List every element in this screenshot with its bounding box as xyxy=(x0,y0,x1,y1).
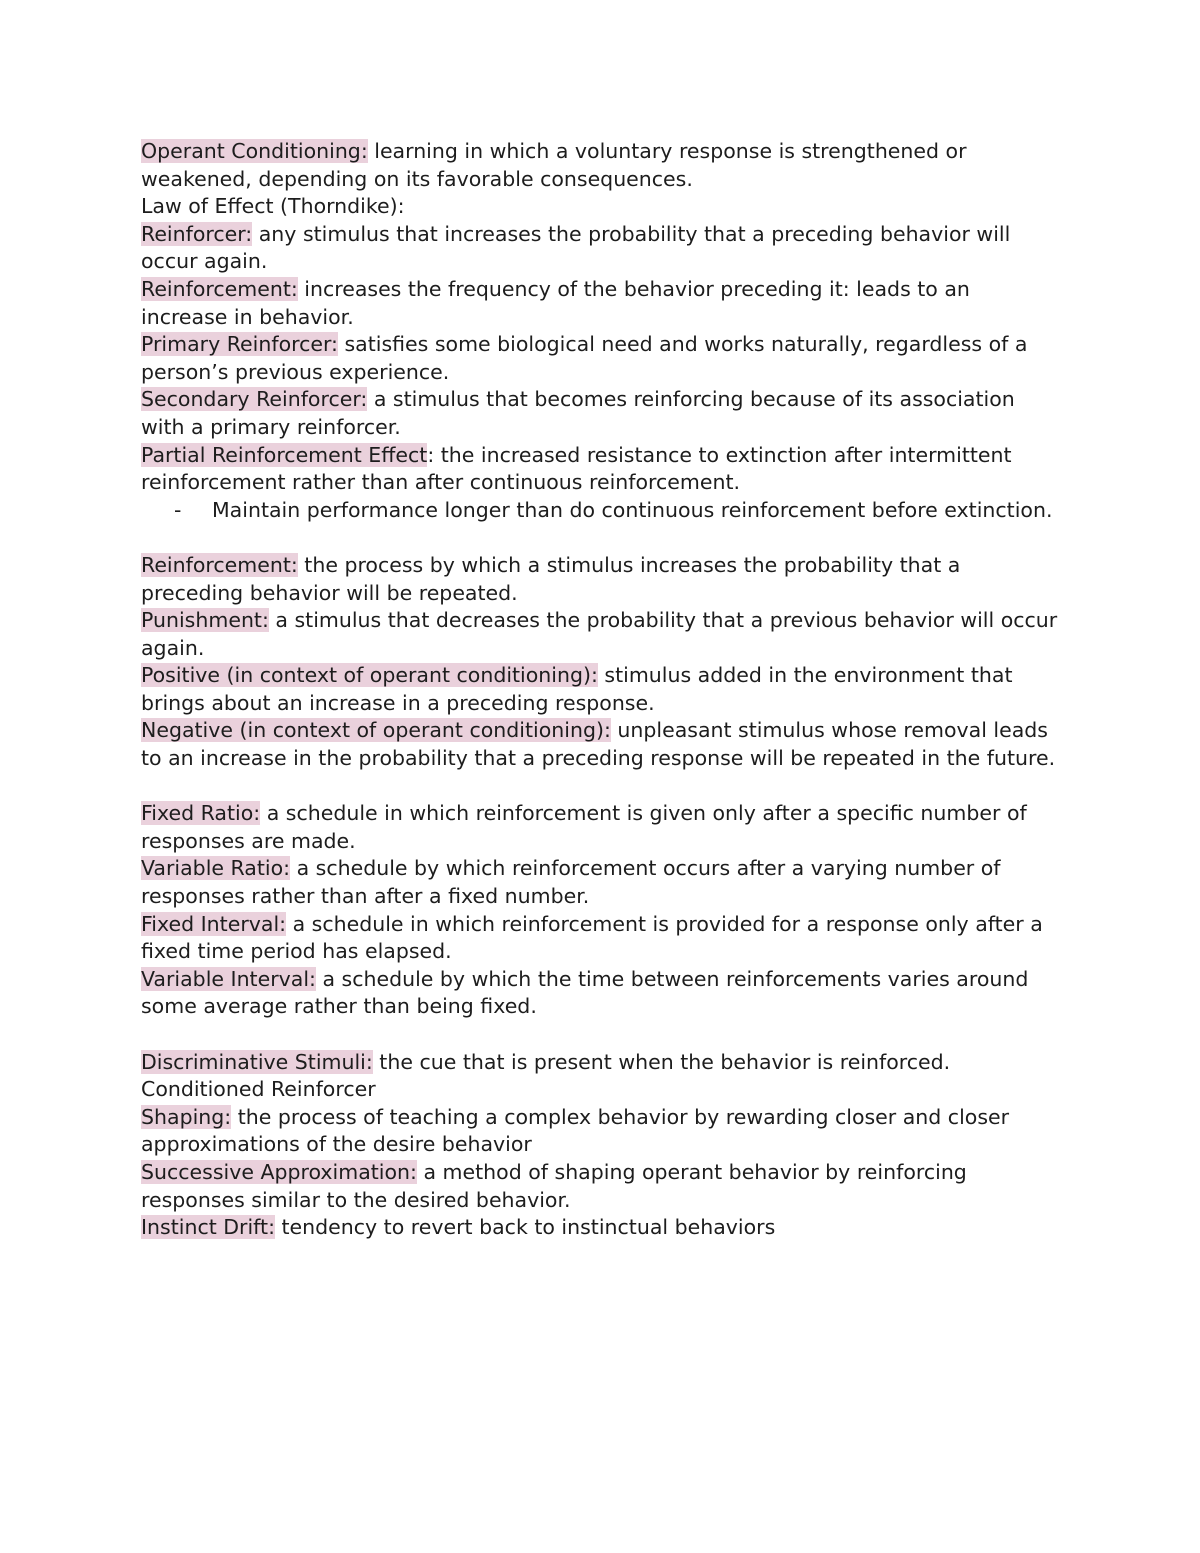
notes-body xyxy=(141,138,1061,1242)
entry-successive-approximation xyxy=(141,1159,1061,1214)
entry-shaping xyxy=(141,1104,1061,1159)
entry-reinforcement xyxy=(141,276,1061,331)
entry-law-of-effect: Law of Effect (Thorndike): xyxy=(141,194,405,219)
term-punishment: Punishment: xyxy=(141,608,269,633)
term-reinforcement-process: Reinforcement: xyxy=(141,552,298,577)
definition-operant-conditioning: learning in which a voluntary response is strengthened or weakened, depending on its favorable consequences. xyxy=(141,139,967,191)
term-shaping: Shaping: xyxy=(141,1104,232,1129)
term-secondary-reinforcer: Secondary Reinforcer: xyxy=(141,387,368,412)
entry-discriminative-stimuli xyxy=(141,1049,1061,1077)
definition-secondary-reinforcer: a stimulus that becomes reinforcing because of its association with a primary reinforcer. xyxy=(141,387,1015,439)
term-reinforcer: Reinforcer: xyxy=(141,221,253,246)
term-partial-reinforcement-effect: Partial Reinforcement Effect xyxy=(141,442,428,467)
definition-negative: unpleasant stimulus whose removal leads to an increase in the probability that a preceding response will be repeated in the future. xyxy=(141,718,1056,771)
entry-variable-interval xyxy=(141,966,1061,1021)
term-discriminative-stimuli: Discriminative Stimuli: xyxy=(141,1049,373,1074)
definition-reinforcement: increases the frequency of the behavior preceding it: leads to an increase in behavior. xyxy=(141,276,970,329)
definition-reinforcement-process: the process by which a stimulus increases the probability that a preceding behavior will be repeated. xyxy=(141,552,961,605)
definition-positive: stimulus added in the environment that brings about an increase in a preceding response. xyxy=(141,663,1013,715)
term-fixed-ratio: Fixed Ratio: xyxy=(141,801,261,826)
term-fixed-interval: Fixed Interval: xyxy=(141,911,287,936)
entry-fixed-interval xyxy=(141,911,1061,966)
entry-instinct-drift xyxy=(141,1214,1061,1242)
entry-conditioned-reinforcer: Conditioned Reinforcer xyxy=(141,1077,376,1102)
entry-secondary-reinforcer xyxy=(141,386,1061,441)
term-variable-ratio: Variable Ratio: xyxy=(141,856,291,881)
blank-line xyxy=(141,773,1061,801)
definition-shaping: the process of teaching a complex behavior by rewarding closer and closer approximations of the desire behavior xyxy=(141,1104,1010,1157)
bullet-item xyxy=(141,497,1061,525)
term-instinct-drift: Instinct Drift: xyxy=(141,1215,275,1240)
definition-punishment: a stimulus that decreases the probability that a previous behavior will occur again. xyxy=(141,608,1058,660)
definition-variable-interval: a schedule by which the time between reinforcements varies around some average rather than being fixed. xyxy=(141,966,1029,1019)
term-primary-reinforcer: Primary Reinforcer: xyxy=(141,332,338,357)
entry-operant-conditioning xyxy=(141,138,1061,193)
definition-instinct-drift: tendency to revert back to instinctual behaviors xyxy=(274,1215,776,1240)
definition-partial-reinforcement-effect: : the increased resistance to extinction after intermittent reinforcement rather than after continuous reinforcement. xyxy=(141,442,1012,495)
term-negative: Negative (in context of operant conditioning): xyxy=(141,718,611,743)
bullet-dash-icon: - xyxy=(174,497,182,522)
definition-variable-ratio: a schedule by which reinforcement occurs after a varying number of responses rather than after a fixed number. xyxy=(141,856,1001,909)
definition-successive-approximation: a method of shaping operant behavior by reinforcing responses similar to the desired behavior. xyxy=(141,1159,967,1212)
entry-reinforcement-process xyxy=(141,552,1061,607)
entry-negative xyxy=(141,717,1061,772)
blank-line xyxy=(141,1021,1061,1049)
definition-reinforcer: any stimulus that increases the probability that a preceding behavior will occur again. xyxy=(141,221,1011,274)
entry-fixed-ratio xyxy=(141,800,1061,855)
entry-positive xyxy=(141,662,1061,717)
bullet-text: Maintain performance longer than do continuous reinforcement before extinction. xyxy=(212,497,1053,522)
term-positive: Positive (in context of operant conditioning): xyxy=(141,663,598,688)
entry-partial-reinforcement-effect xyxy=(141,442,1061,497)
term-operant-conditioning: Operant Conditioning: xyxy=(141,139,368,163)
term-variable-interval: Variable Interval: xyxy=(141,966,316,991)
term-reinforcement: Reinforcement: xyxy=(141,276,298,301)
entry-reinforcer xyxy=(141,221,1061,276)
entry-primary-reinforcer xyxy=(141,331,1061,386)
definition-fixed-interval: a schedule in which reinforcement is provided for a response only after a fixed time period has elapsed. xyxy=(141,911,1043,964)
term-successive-approximation: Successive Approximation: xyxy=(141,1159,417,1184)
blank-line xyxy=(141,524,1061,552)
definition-fixed-ratio: a schedule in which reinforcement is given only after a specific number of responses are made. xyxy=(141,801,1027,853)
entry-variable-ratio xyxy=(141,855,1061,910)
entry-punishment xyxy=(141,607,1061,662)
definition-discriminative-stimuli: the cue that is present when the behavior is reinforced. xyxy=(372,1049,951,1074)
definition-primary-reinforcer: satisfies some biological need and works naturally, regardless of a person’s previous experience. xyxy=(141,332,1028,384)
